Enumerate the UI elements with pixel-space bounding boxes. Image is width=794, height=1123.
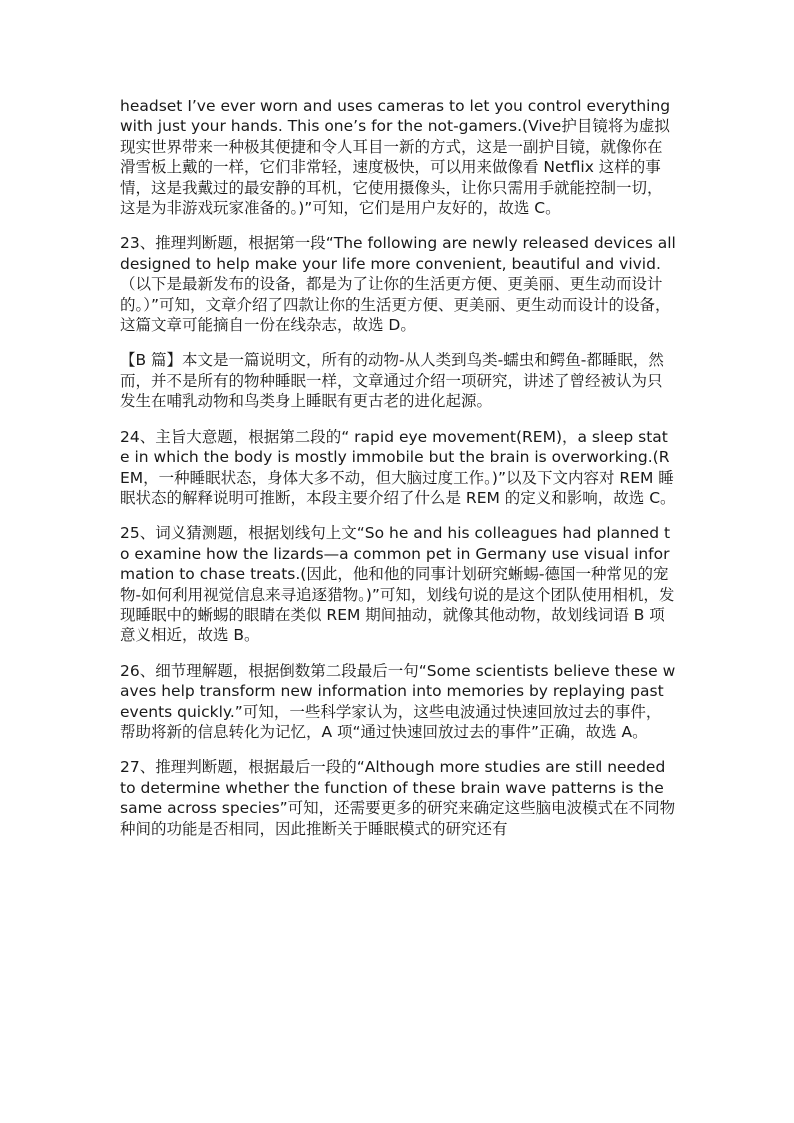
paragraph-question-26: 26、细节理解题，根据倒数第二段最后一句“Some scientists believe these waves help transform new information into memories by replaying past events quickly.”可知，一些科学家认为，这些电波通过快速回放过去的事件，帮助将新的信息转化为记忆，A 项“通过快速回放过去的事件”正确，故选 A。 [120,661,676,741]
paragraph-question-25: 25、词义猜测题，根据划线句上文“So he and his colleagues had planned to examine how the lizards—a common pet in Germany use visual information to chase treats.(因此，他和他的同事计划研究蜥蜴-德国一种常见的宠物-如何利用视觉信息来寻追逐猎物。)”可知，划线句说的是这个团队使用相机，发现睡眠中的蜥蜴的眼睛在类似 REM 期间抽动，就像其他动物，故划线词语 B 项意义相近，故选 B。 [120,524,675,645]
paragraph-question-23: 23、推理判断题，根据第一段“The following are newly released devices all designed to help make your life more convenient, beautiful and vivid.（以下是最新发布的设备，都是为了让你的生活更方便、更美丽、更生动而设计的。）”可知，文章介绍了四款让你的生活更方便、更美丽、更生动而设计的设备，这篇文章可能摘自一份在线杂志，故选 D。 [120,234,676,335]
paragraph-passage-b-summary: 【B 篇】本文是一篇说明文，所有的动物-从人类到鸟类-蠕虫和鳄鱼-都睡眠，然而，并不是所有的物种睡眠一样，文章通过介绍一项研究，讲述了曾经被认为只发生在哺乳动物和鸟类身上睡眠有更古老的进化起源。 [120,351,664,411]
paragraph-question-24: 24、主旨大意题，根据第二段的“ rapid eye movement(REM)，a sleep state in which the body is mostly immobile but the brain is overworking.(REM，一种睡眠状态，身体大多不动，但大脑过度工作。)”以及下文内容对 REM 睡眠状态的解释说明可推断，本段主要介绍了什么是 REM 的定义和影响，故选 C。 [120,427,676,507]
paragraph-continued-answer: headset I’ve ever worn and uses cameras to let you control everything with just your hands. This one’s for the not-gamers.(Vive护目镜将为虚拟现实世界带来一种极其便捷和令人耳目一新的方式，这是一副护目镜，就像你在滑雪板上戴的一样，它们非常轻，速度极快，可以用来做像看 Netflix 这样的事情，这是我戴过的最安静的耳机，它使用摄像头，让你只需用手就能控制一切，这是为非游戏玩家准备的。)”可知，它们是用户友好的，故选 C。 [120,97,671,218]
document-page [120,96,676,854]
paragraph-question-27: 27、推理判断题，根据最后一段的“Although more studies are still needed to determine whether the function of these brain wave patterns is the same across species”可知，还需要更多的研究来确定这些脑电波模式在不同物种间的功能是否相同，因此推断关于睡眠模式的研究还有 [120,758,676,838]
